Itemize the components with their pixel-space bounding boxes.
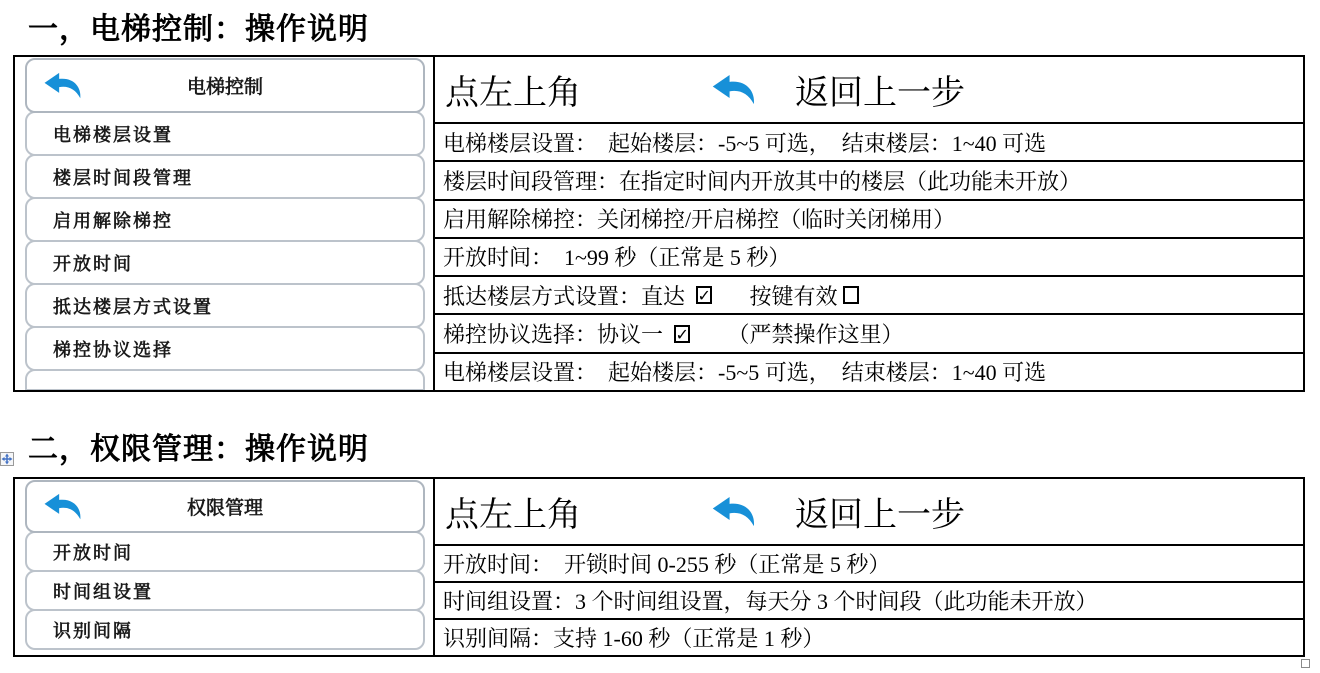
instruction-text: 楼层时间段管理：在指定时间内开放其中的楼层（此功能未开放） <box>443 168 1082 194</box>
table-move-handle-icon[interactable] <box>0 452 14 466</box>
phone-header <box>25 58 425 113</box>
header-suffix: 返回上一步 <box>795 497 965 534</box>
checkbox-unchecked-icon[interactable] <box>843 286 859 304</box>
phone-menu-item[interactable]: 开放时间 <box>25 531 425 572</box>
back-arrow-icon <box>643 74 757 106</box>
phone-menu-item[interactable]: 梯控协议选择 <box>25 326 425 371</box>
instruction-text: 电梯楼层设置： 起始楼层：-5~5 可选， 结束楼层：1~40 可选 <box>443 130 1047 156</box>
instruction-row <box>435 199 1303 237</box>
section-title-elevator-control: 一，电梯控制：操作说明 <box>28 13 369 46</box>
instruction-text: （严禁操作这里） <box>694 322 904 348</box>
instruction-text: 识别间隔：支持 1-60 秒（正常是 1 秒） <box>443 626 825 651</box>
instruction-row <box>435 160 1303 198</box>
instruction-header <box>435 479 1303 544</box>
table-resize-handle[interactable] <box>1301 659 1310 668</box>
phone-menu <box>25 111 425 390</box>
phone-screenshot-cell <box>15 57 435 390</box>
phone-menu-item[interactable]: 开放时间 <box>25 240 425 285</box>
checkbox-checked-icon[interactable]: ✓ <box>697 286 711 306</box>
phone-header <box>25 480 425 533</box>
back-arrow-icon[interactable] <box>43 72 83 100</box>
phone-menu <box>25 531 425 650</box>
instruction-text: 启用解除梯控：关闭梯控/开启梯控（临时关闭梯用） <box>443 207 956 233</box>
section-title-permission-management: 二，权限管理：操作说明 <box>28 433 369 466</box>
instruction-text: 梯控协议选择：协议一 <box>443 322 669 348</box>
phone-menu-item[interactable]: 电梯楼层设置 <box>25 111 425 156</box>
phone-panel-elevator <box>25 58 425 390</box>
phone-header-title: 电梯控制 <box>186 77 263 98</box>
instruction-text: 时间组设置：3 个时间组设置，每天分 3 个时间段（此功能未开放） <box>443 589 1098 614</box>
back-arrow-icon <box>643 496 757 528</box>
header-suffix: 返回上一步 <box>795 75 965 112</box>
instruction-row <box>435 618 1303 655</box>
header-prefix: 点左上角 <box>445 497 581 534</box>
phone-screenshot-cell <box>15 479 435 655</box>
instruction-rows <box>435 544 1303 655</box>
phone-menu-item[interactable]: 楼层时间段管理 <box>25 154 425 199</box>
instruction-text: 开放时间： 开锁时间 0-255 秒（正常是 5 秒） <box>443 552 891 577</box>
instruction-row <box>435 544 1303 581</box>
phone-panel-permission <box>25 480 425 650</box>
phone-menu-item[interactable]: 识别间隔 <box>25 609 425 650</box>
instruction-row <box>435 352 1303 390</box>
phone-menu-item[interactable]: 启用解除梯控 <box>25 197 425 242</box>
instruction-rows <box>435 122 1303 390</box>
instruction-row <box>435 122 1303 160</box>
instruction-row <box>435 581 1303 618</box>
phone-menu-item[interactable]: 抵达楼层方式设置 <box>25 283 425 328</box>
instruction-text: 按键有效 <box>716 283 838 309</box>
phone-menu-item[interactable]: 时间组设置 <box>25 570 425 611</box>
checkbox-checked-icon[interactable]: ✓ <box>675 324 689 344</box>
instruction-row <box>435 313 1303 351</box>
table-permission-management <box>13 477 1305 657</box>
header-prefix: 点左上角 <box>445 75 581 112</box>
instruction-row <box>435 237 1303 275</box>
instruction-cell <box>435 479 1303 655</box>
instruction-header <box>435 57 1303 122</box>
phone-menu-item-partial[interactable] <box>25 369 425 390</box>
back-arrow-icon[interactable] <box>43 493 83 521</box>
table-elevator-control <box>13 55 1305 392</box>
instruction-row <box>435 275 1303 313</box>
phone-header-title: 权限管理 <box>186 498 263 519</box>
instruction-text: 电梯楼层设置： 起始楼层：-5~5 可选， 结束楼层：1~40 可选 <box>443 360 1047 386</box>
instruction-text: 抵达楼层方式设置：直达 <box>443 283 691 309</box>
instruction-text: 开放时间： 1~99 秒（正常是 5 秒） <box>443 245 791 271</box>
instruction-cell <box>435 57 1303 390</box>
